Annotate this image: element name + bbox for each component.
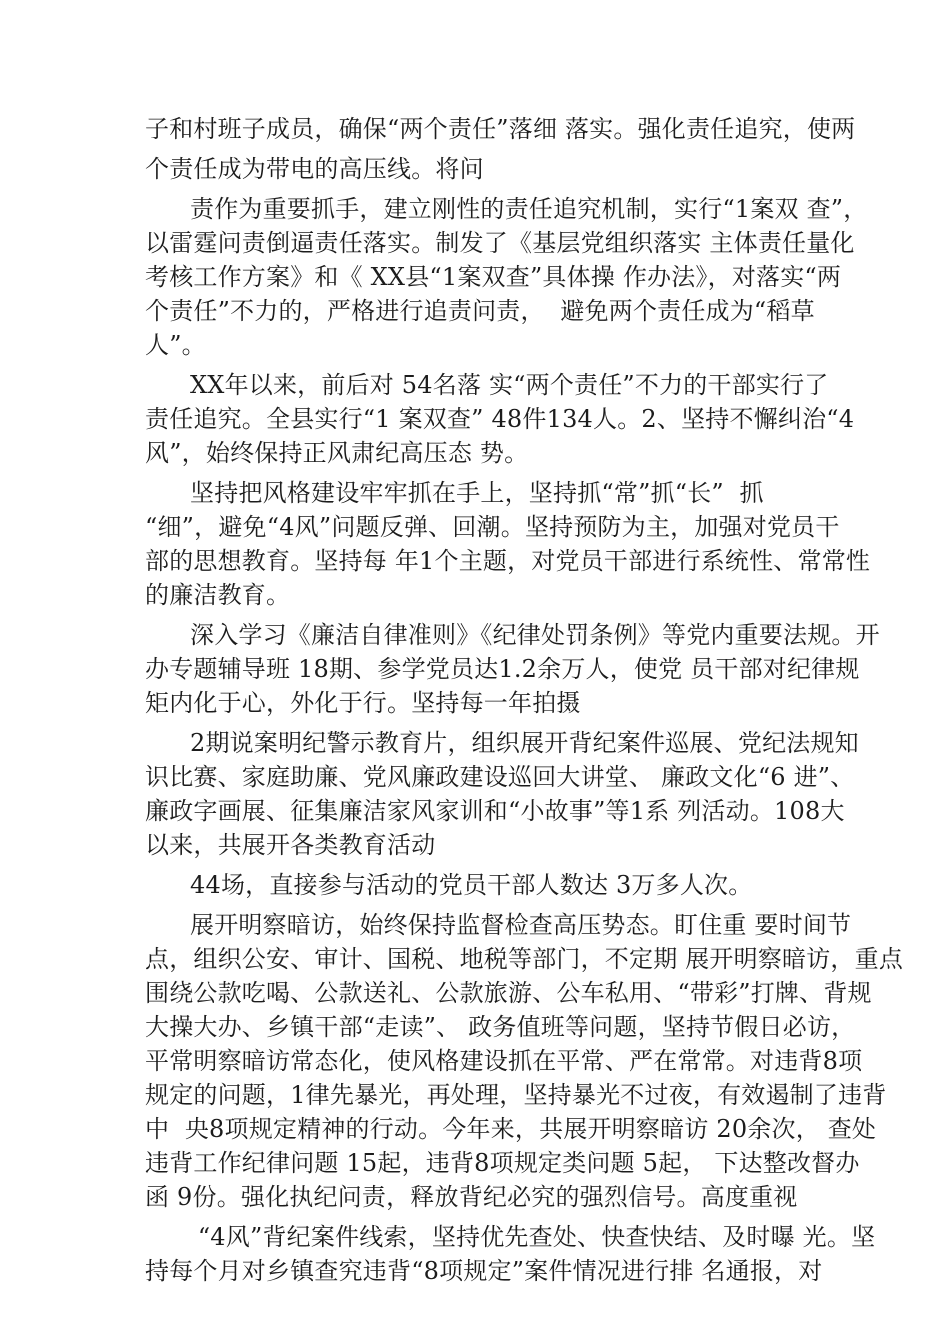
text-line: 部的思想教育。坚持每 年1个主题，对党员干部进行系统性、常常性 bbox=[145, 547, 871, 575]
text-line: 规定的问题，1律先暴光，再处理，坚持暴光不过夜，有效遏制了违背 bbox=[145, 1081, 887, 1109]
text-line: 责作为重要抓手，建立刚性的责任追究机制，实行“1案双 查”， bbox=[190, 195, 868, 223]
text-line: 识比赛、家庭助廉、党风廉政建设巡回大讲堂、 廉政文化“6 进”、 bbox=[145, 763, 855, 791]
text-line: 持每个月对乡镇查究违背“8项规定”案件情况进行排 名通报，对 bbox=[145, 1257, 823, 1285]
text-line: 点，组织公安、审计、国税、地税等部门，不定期 展开明察暗访，重点 bbox=[145, 945, 904, 973]
text-line: 子和村班子成员，确保“两个责任”落细 落实。强化责任追究，使两 bbox=[145, 115, 856, 143]
text-line: 围绕公款吃喝、公款送礼、公款旅游、公车私用、“带彩”打牌、背规 bbox=[145, 979, 872, 1007]
text-line: 廉政字画展、征集廉洁家风家训和“小故事”等1系 列活动。108大 bbox=[145, 797, 845, 825]
text-line: 责任追究。全县实行“1 案双查” 48件134人。2、坚持不懈纠治“4 bbox=[145, 405, 855, 433]
text-line: 人”。 bbox=[145, 331, 206, 359]
text-line: 以来，共展开各类教育活动 bbox=[145, 831, 436, 859]
text-line: “4风”背纪案件线索，坚持优先查处、快查快结、及时曝 光。坚 bbox=[190, 1223, 876, 1251]
text-line: 中 央8项规定精神的行动。今年来，共展开明察暗访 20余次， 查处 bbox=[145, 1115, 877, 1143]
text-line: 2期说案明纪警示教育片，组织展开背纪案件巡展、党纪法规知 bbox=[190, 729, 859, 757]
text-line: 个责任”不力的，严格进行追责问责， 避免两个责任成为“稻草 bbox=[145, 297, 815, 325]
text-line: “细”，避免“4风”问题反弹、回潮。坚持预防为主，加强对党员干 bbox=[145, 513, 840, 541]
text-line: 矩内化于心，外化于行。坚持每一年拍摄 bbox=[145, 689, 581, 717]
text-line: 平常明察暗访常态化，使风格建设抓在平常、严在常常。对违背8项 bbox=[145, 1047, 863, 1075]
text-line: 大操大办、乡镇干部“走读”、 政务值班等问题，坚持节假日必访， bbox=[145, 1013, 856, 1041]
text-line: 违背工作纪律问题 15起，违背8项规定类问题 5起， 下达整改督办 bbox=[145, 1149, 860, 1177]
text-line: 展开明察暗访，始终保持监督检查高压势态。盯住重 要时间节 bbox=[190, 911, 852, 939]
text-line: 44场，直接参与活动的党员干部人数达 3万多人次。 bbox=[190, 871, 753, 899]
text-line: 深入学习《廉洁自律准则》《纪律处罚条例》等党内重要法规。开 bbox=[190, 621, 880, 649]
text-line: XX年以来，前后对 54名落 实“两个责任”不力的干部实行了 bbox=[190, 371, 829, 399]
text-line: 以雷霆问责倒逼责任落实。制发了《基层党组织落实 主体责任量化 bbox=[145, 229, 855, 257]
text-line: 坚持把风格建设牢牢抓在手上，坚持抓“常”抓“长” 抓 bbox=[190, 479, 764, 507]
text-line: 的廉洁教育。 bbox=[145, 581, 291, 609]
text-line: 函 9份。强化执纪问责，释放背纪必究的强烈信号。高度重视 bbox=[145, 1183, 798, 1211]
text-line: 办专题辅导班 18期、参学党员达1.2余万人，使党 员干部对纪律规 bbox=[145, 655, 860, 683]
text-line: 个责任成为带电的高压线。将问 bbox=[145, 155, 484, 183]
text-line: 考核工作方案》和《 XX县“1案双查”具体操 作办法》，对落实“两 bbox=[145, 263, 842, 291]
text-line: 风”，始终保持正风肃纪高压态 势。 bbox=[145, 439, 529, 467]
